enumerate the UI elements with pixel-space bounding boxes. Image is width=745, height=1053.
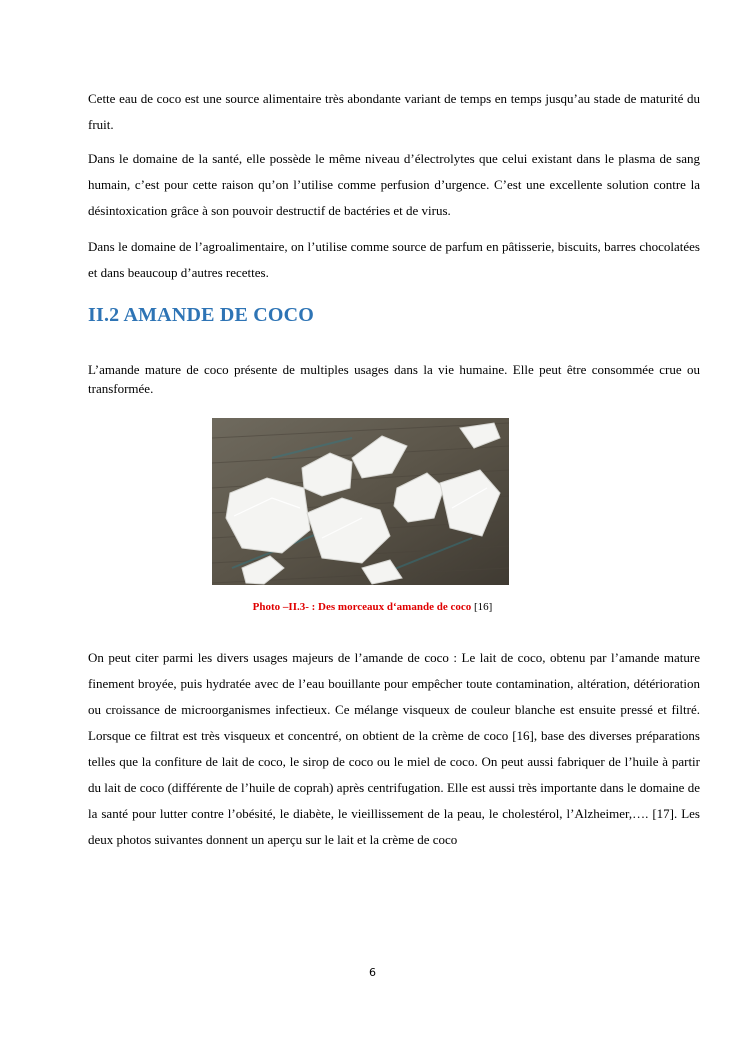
paragraph-almond-intro: L’amande mature de coco présente de multiples usages dans la vie humaine. Elle peut être consommée crue ou transformée. <box>88 362 700 396</box>
figure-caption <box>0 601 745 613</box>
coconut-pieces-photo <box>212 418 509 585</box>
page-number: 6 <box>369 966 376 979</box>
paragraph-health-domain: Dans le domaine de la santé, elle possède le même niveau d’électrolytes que celui existant dans le plasma de sang humain, c’est pour cette raison qu’on l’utilise comme perfusion d’urgence. C’est une excellente solution contre la désintoxication grâce à son pouvoir destructif de bactéries et de virus. <box>88 151 700 218</box>
section-heading: II.2 AMANDE DE COCO <box>88 304 315 326</box>
paragraph-coconut-water-intro: Cette eau de coco est une source alimentaire très abondante variant de temps en temps jusqu’au stade de maturité du fruit. <box>88 91 700 132</box>
figure-caption-label: Photo –II.3- : Des morceaux d‘amande de coco <box>252 601 472 613</box>
coconut-pieces-illustration <box>212 418 509 585</box>
paragraph-almond-uses: On peut citer parmi les divers usages majeurs de l’amande de coco : Le lait de coco, obtenu par l’amande mature finement broyée, puis hydratée avec de l’eau bouillante pour empêcher toute contamination, altération, détérioration ou croissance de microorganismes infectieux. Ce mélange visqueux de couleur blanche est ensuite pressé et filtré. Lorsque ce filtrat est très visqueux et concentré, on obtient de la crème de coco [16], base des diverses préparations telles que la confiture de lait de coco, le sirop de coco ou le miel de coco. On peut aussi fabriquer de l’huile à partir du lait de coco (différente de l’huile de coprah) après centrifugation. Elle est aussi très importante dans le domaine de la santé pour lutter contre l’obésité, le diabète, le vieillissement de la peau, le cholestérol, l’Alzheimer,…. [17]. Les deux photos suivantes donnent un aperçu sur le lait et la crème de coco <box>88 650 700 847</box>
figure-caption-reference: [16] <box>471 601 493 613</box>
paragraph-agrifood-domain: Dans le domaine de l’agroalimentaire, on l’utilise comme source de parfum en pâtisserie, biscuits, barres chocolatées et dans beaucoup d’autres recettes. <box>88 239 700 280</box>
